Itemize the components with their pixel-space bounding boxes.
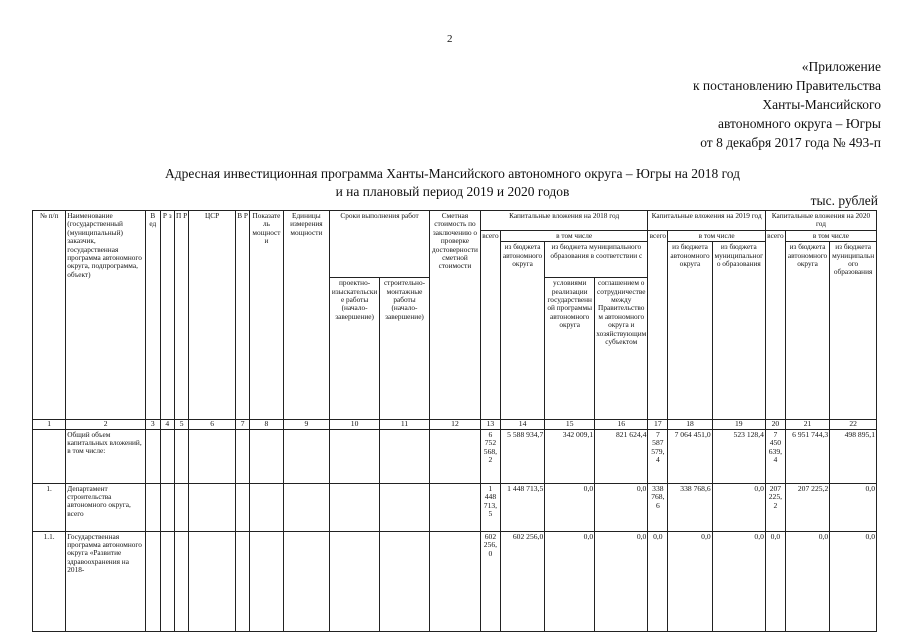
column-number: 1 (33, 420, 66, 429)
header-cell: в том числе (668, 230, 766, 241)
value-cell: 602 256,0 (500, 531, 544, 631)
header-cell: из бюджета автономного округа (668, 242, 712, 420)
table-row (33, 531, 877, 631)
header-cell: ЦСР (189, 211, 236, 420)
row-name: Департамент строительства автономного округа, всего (66, 483, 146, 531)
units-label: тыс. рублей (810, 193, 878, 208)
header-cell: Наименование (государственный (муниципальный) заказчик, государственная программа автономного округа, подпрограмма, объект) (66, 211, 146, 420)
header-cell: из бюджета муниципального образования (830, 242, 877, 420)
header-cell: Единицы измерения мощности (283, 211, 330, 420)
header-cell: В ед (146, 211, 160, 420)
title-line: и на плановый период 2019 и 2020 годов (335, 184, 570, 199)
column-number: 10 (330, 420, 380, 429)
header-cell: Р з (160, 211, 174, 420)
header-cell: Сроки выполнения работ (330, 211, 430, 278)
header-cell: в том числе (500, 230, 647, 241)
investment-table (32, 210, 877, 632)
header-cell: Показатель мощности (250, 211, 283, 420)
header-cell: № п/п (33, 211, 66, 420)
value-cell: 0,0 (830, 531, 877, 631)
column-number: 2 (66, 420, 146, 429)
appendix-line: «Приложение (801, 59, 881, 74)
header-cell: П Р (174, 211, 188, 420)
table-row (33, 483, 877, 531)
table-row (33, 429, 877, 483)
column-number: 20 (765, 420, 785, 429)
header-cell: проектно-изыскательские работы (начало-завершение) (330, 278, 380, 420)
value-cell: 0,0 (785, 531, 829, 631)
value-cell: 7 587 579,4 (648, 429, 668, 483)
page-number: 2 (447, 33, 453, 45)
value-cell: 207 225,2 (765, 483, 785, 531)
column-number: 11 (380, 420, 430, 429)
value-cell: 0,0 (648, 531, 668, 631)
row-number: 1.1. (33, 531, 66, 631)
value-cell: 0,0 (712, 531, 765, 631)
column-number: 16 (595, 420, 648, 429)
column-number: 17 (648, 420, 668, 429)
column-number: 3 (146, 420, 160, 429)
value-cell: 5 588 934,7 (500, 429, 544, 483)
value-cell: 6 752 568,2 (480, 429, 500, 483)
value-cell: 0,0 (668, 531, 712, 631)
value-cell: 0,0 (765, 531, 785, 631)
row-name: Общий объем капитальных вложений, в том числе: (66, 429, 146, 483)
column-number: 18 (668, 420, 712, 429)
header-cell: из бюджета автономного округа (500, 242, 544, 420)
header-cell: из бюджета муниципального образования (712, 242, 765, 420)
value-cell: 342 009,1 (545, 429, 595, 483)
value-cell: 0,0 (545, 531, 595, 631)
value-cell: 602 256,0 (480, 531, 500, 631)
value-cell: 0,0 (595, 531, 648, 631)
value-cell: 207 225,2 (785, 483, 829, 531)
value-cell: 338 768,6 (648, 483, 668, 531)
value-cell: 0,0 (712, 483, 765, 531)
header-cell: условиями реализации государственной программы автономного округа (545, 278, 595, 420)
value-cell: 821 624,4 (595, 429, 648, 483)
value-cell: 0,0 (545, 483, 595, 531)
value-cell: 498 895,1 (830, 429, 877, 483)
column-number: 9 (283, 420, 330, 429)
header-cell: Капитальные вложения на 2020 год (765, 211, 876, 231)
column-number: 19 (712, 420, 765, 429)
column-number: 6 (189, 420, 236, 429)
value-cell: 523 128,4 (712, 429, 765, 483)
column-number: 21 (785, 420, 829, 429)
appendix-line: от 8 декабря 2017 года № 493-п (700, 135, 881, 150)
header-cell: всего (765, 230, 785, 419)
value-cell: 7 064 451,0 (668, 429, 712, 483)
title-line: Адресная инвестиционная программа Ханты-Мансийского автономного округа – Югры на 2018 год (164, 166, 741, 181)
column-number: 12 (429, 420, 480, 429)
column-number: 7 (235, 420, 249, 429)
value-cell: 7 450 639,4 (765, 429, 785, 483)
header-cell: в том числе (785, 230, 876, 241)
header-cell: всего (648, 230, 668, 419)
header-cell: всего (480, 230, 500, 419)
column-number: 14 (500, 420, 544, 429)
value-cell: 338 768,6 (668, 483, 712, 531)
appendix-line: Ханты-Мансийского (762, 97, 881, 112)
column-number: 22 (830, 420, 877, 429)
appendix-block (581, 57, 881, 152)
header-cell: из бюджета муниципального образования в соответствии с (545, 242, 648, 278)
value-cell: 0,0 (595, 483, 648, 531)
value-cell: 6 951 744,3 (785, 429, 829, 483)
column-number: 4 (160, 420, 174, 429)
header-cell: из бюджета автономного округа (785, 242, 829, 420)
column-number: 13 (480, 420, 500, 429)
row-name: Государственная программа автономного округа «Развитие здравоохранения на 2018- (66, 531, 146, 631)
value-cell: 1 448 713,5 (500, 483, 544, 531)
header-cell: В Р (235, 211, 249, 420)
header-cell: Сметная стоимость по заключению о проверке достоверности сметной стоимости (429, 211, 480, 420)
value-cell: 1 448 713,5 (480, 483, 500, 531)
header-cell: Капитальные вложения на 2019 год (648, 211, 766, 231)
appendix-line: автономного округа – Югры (718, 116, 881, 131)
column-number: 15 (545, 420, 595, 429)
document-title (40, 165, 865, 201)
value-cell: 0,0 (830, 483, 877, 531)
header-cell: Капитальные вложения на 2018 год (480, 211, 647, 231)
row-number: 1. (33, 483, 66, 531)
column-number: 8 (250, 420, 283, 429)
column-number: 5 (174, 420, 188, 429)
header-cell: строительно-монтажные работы (начало-завершение) (380, 278, 430, 420)
appendix-line: к постановлению Правительства (692, 78, 881, 93)
header-cell: соглашением о сотрудничестве между Правительством автономного округа и хозяйствующим субъектом (595, 278, 648, 420)
row-number (33, 429, 66, 483)
